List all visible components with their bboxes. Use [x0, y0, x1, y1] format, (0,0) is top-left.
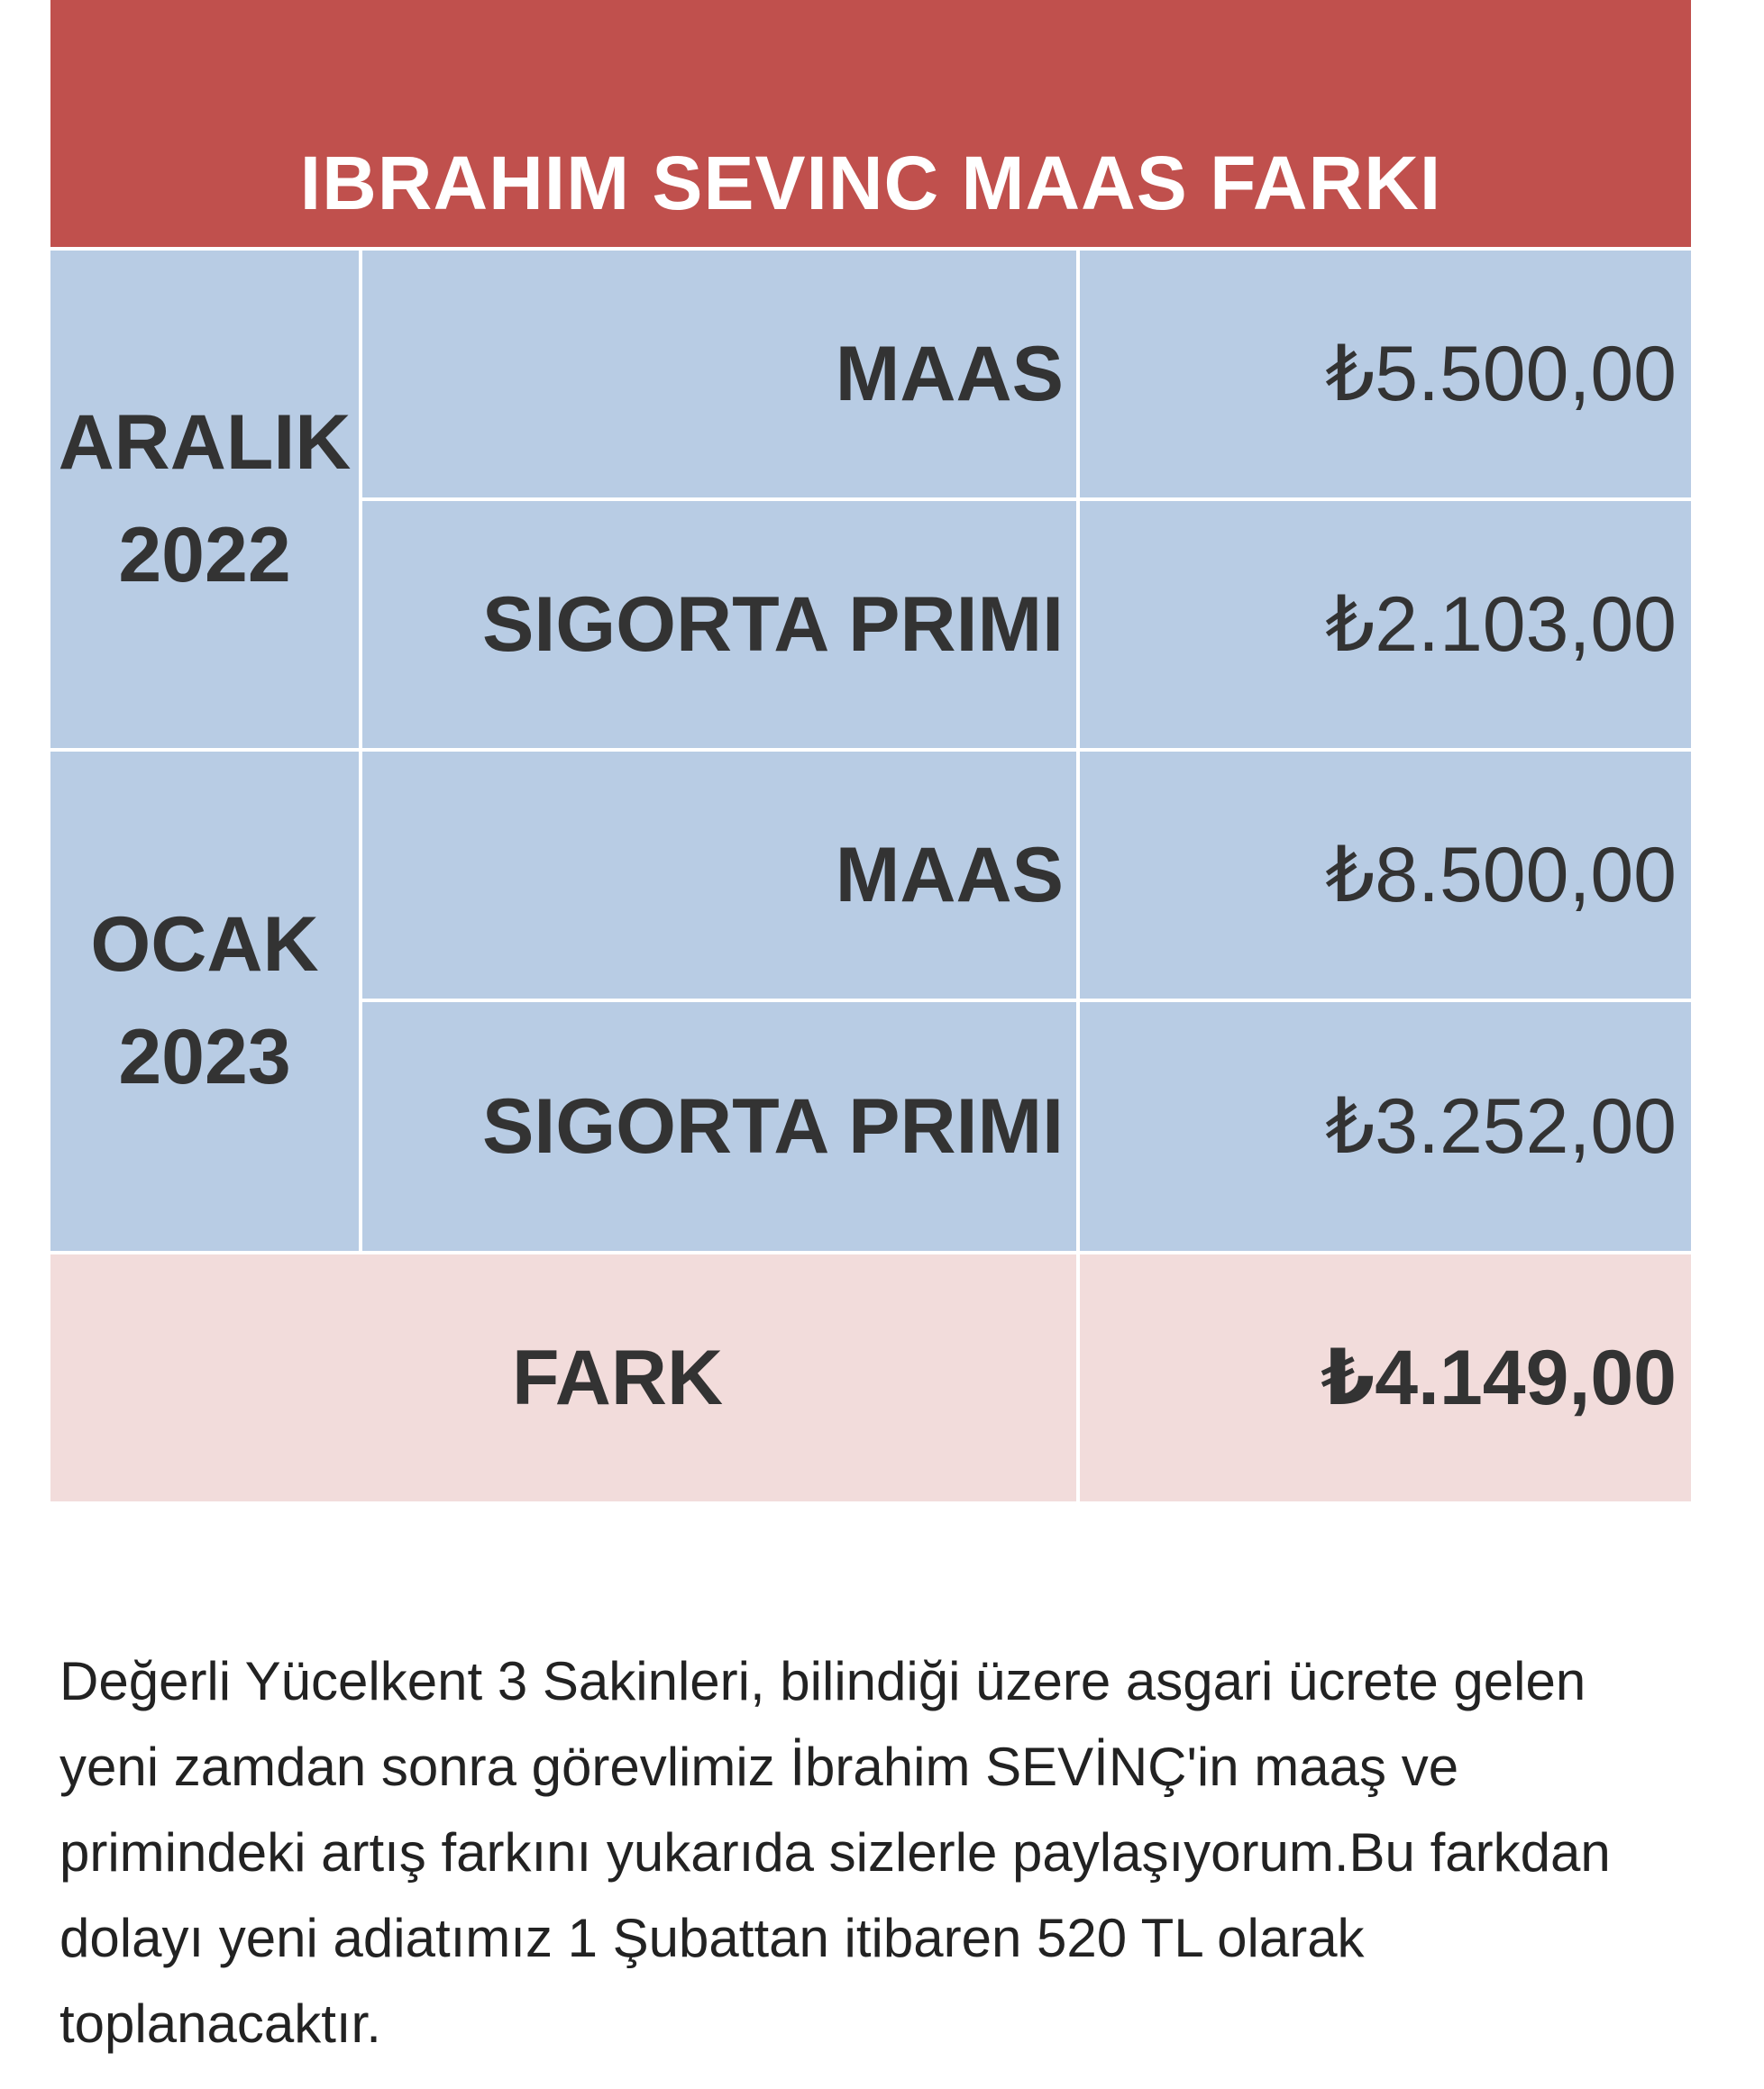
- row-value-sigorta-2023: ₺3.252,00: [1080, 1002, 1691, 1251]
- month-name: OCAK: [90, 901, 319, 988]
- row-label-sigorta-2023: SIGORTA PRIMI: [362, 1002, 1076, 1251]
- total-value: ₺4.149,00: [1080, 1254, 1691, 1501]
- month-cell-ocak-2023: [50, 752, 359, 1251]
- row-value-maas-2023: ₺8.500,00: [1080, 752, 1691, 999]
- month-name: ARALIK: [58, 399, 352, 486]
- row-value-sigorta-2022: ₺2.103,00: [1080, 501, 1691, 748]
- row-label-sigorta-2022: SIGORTA PRIMI: [362, 501, 1076, 748]
- announcement-text: Değerli Yücelkent 3 Sakinleri, bilindiği üzere asgari ücrete gelen yeni zamdan sonra görevlimiz İbrahim SEVİNÇ'in maaş ve primindeki artış farkını yukarıda sizlerle paylaşıyorum.Bu farkdan dolayı yeni adiatımız 1 Şubattan itibaren 520 TL olarak toplanacaktır.: [59, 1651, 1611, 2054]
- row-label-maas-2023: MAAS: [362, 752, 1076, 999]
- month-cell-aralik-2022: [50, 251, 359, 748]
- total-label: FARK: [50, 1254, 1076, 1501]
- row-label-maas-2022: MAAS: [362, 251, 1076, 497]
- month-year: 2022: [118, 512, 291, 598]
- month-year: 2023: [118, 1014, 291, 1100]
- table-title-bar: [50, 0, 1691, 247]
- table-title: IBRAHIM SEVINC MAAS FARKI: [299, 141, 1442, 225]
- row-value-maas-2022: ₺5.500,00: [1080, 251, 1691, 497]
